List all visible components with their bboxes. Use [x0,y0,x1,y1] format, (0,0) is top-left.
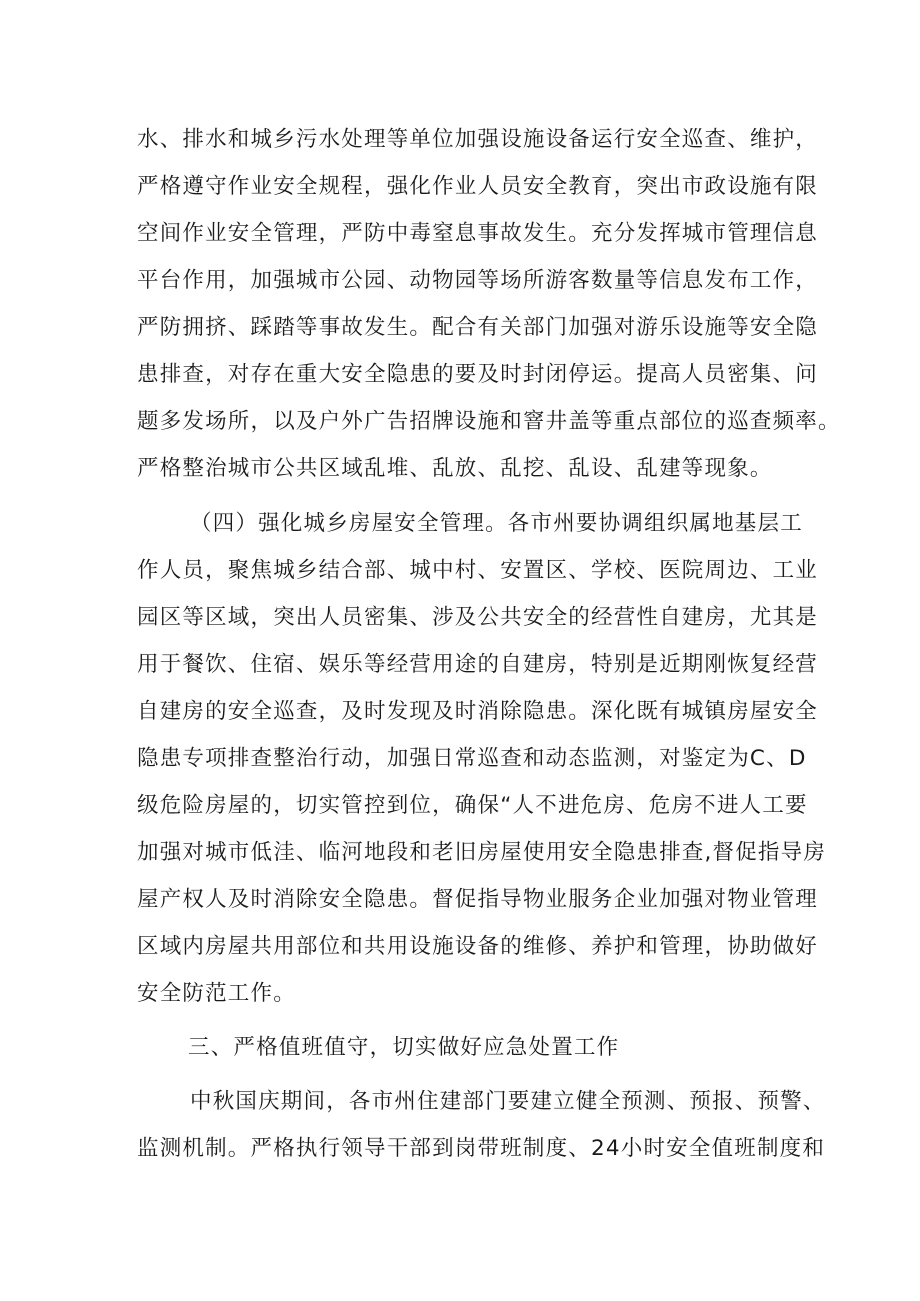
paragraph-line: 空间作业安全管理，严防中毒窒息事故发生。充分发挥城市管理信息 [137,221,819,246]
paragraph-line: 安全防范工作。 [137,981,296,1006]
paragraph-line: 加强对城市低洼、临河地段和老旧房屋使用安全隐患排查,督促指导房 [137,840,827,865]
section-three-heading: 三、严格值班值守，切实做好应急处置工作 [188,1035,620,1060]
paragraph-line: 严防拥挤、踩踏等事故发生。配合有关部门加强对游乐设施等安全隐 [137,315,819,340]
paragraph-line: 隐患专项排查整治行动，加强日常巡查和动态监测，对鉴定为C、D [137,746,807,771]
paragraph-line: 中秋国庆期间，各市州住建部门要建立健全预测、预报、预警、 [190,1089,826,1114]
paragraph-line: 作人员，聚焦城乡结合部、城中村、安置区、学校、医院周边、工业 [137,558,819,583]
paragraph-line: 监测机制。严格执行领导干部到岗带班制度、24小时安全值班制度和 [137,1136,826,1161]
paragraph-line: 平台作用，加强城市公园、动物园等场所游客数量等信息发布工作， [137,268,819,293]
paragraph-line: 用于餐饮、住宿、娱乐等经营用途的自建房，特别是近期刚恢复经营 [137,652,819,677]
paragraph-line: 屋产权人及时消除安全隐患。督促指导物业服务企业加强对物业管理 [137,887,819,912]
paragraph-line: 区域内房屋共用部位和共用设施设备的维修、养护和管理，协助做好 [137,934,819,959]
paragraph-line: 严格遵守作业安全规程，强化作业人员安全教育，突出市政设施有限 [137,174,819,199]
paragraph-line: 严格整治城市公共区域乱堆、乱放、乱挖、乱设、乱建等现象。 [137,456,773,481]
paragraph-line: 患排查，对存在重大安全隐患的要及时封闭停运。提高人员密集、问 [137,362,819,387]
paragraph-line: 级危险房屋的，切实管控到位，确保“人不进危房、危房不进人工要 [137,793,808,818]
paragraph-line: 园区等区域，突出人员密集、涉及公共安全的经营性自建房，尤其是 [137,605,819,630]
section-four-heading-line: （四）强化城乡房屋安全管理。各市州要协调组织属地基层工 [190,511,803,536]
paragraph-line: 水、排水和城乡污水处理等单位加强设施设备运行安全巡查、维护， [137,127,819,152]
paragraph-line: 自建房的安全巡查，及时发现及时消除隐患。深化既有城镇房屋安全 [137,699,819,724]
paragraph-line: 题多发场所，以及户外广告招牌设施和窨井盖等重点部位的巡查频率。 [137,409,841,434]
